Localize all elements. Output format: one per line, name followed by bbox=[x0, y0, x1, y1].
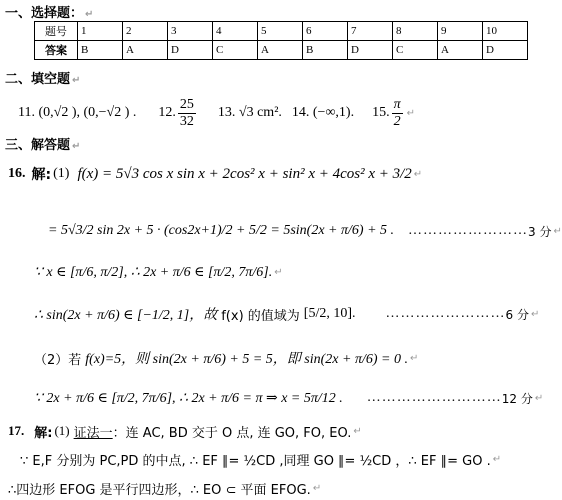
q16-line2: = 5√3/2 sin 2x + 5 · (cos2x+1)/2 + 5/2 = 5sin(2x + π/6) + 5 . …………………… 3 分 ↵ bbox=[48, 223, 562, 239]
q16-line3: ∵ x ∈ [π/6, π/2], ∴ 2x + π/6 ∈ [π/2, 7π/6]. ↵ bbox=[34, 264, 283, 280]
q13-answer: 13. √3 cm². bbox=[217, 105, 282, 120]
table-cell: A bbox=[123, 41, 168, 60]
q17-part1: (1) bbox=[54, 423, 70, 438]
q17-line1: 17. 解: (1) 证法一 ：连 AC, BD 交于 O 点, 连 GO, FO, EO. ↵ bbox=[8, 423, 362, 441]
q16-formula-4b: f(x) 的值域为 bbox=[221, 308, 300, 324]
q17-line3: ∴四边形 EFOG 是平行四边形，∴ EO ⊂ 平面 EFOG. ↵ bbox=[8, 478, 321, 498]
q16-part1: (1) bbox=[53, 166, 70, 181]
section-choice-title: 一、选择题： ↵ bbox=[5, 6, 94, 21]
table-cell: 10 bbox=[483, 22, 528, 41]
table-cell: 7 bbox=[348, 22, 393, 41]
table-cell: 2 bbox=[123, 22, 168, 41]
q17-proof-label: 证法一 bbox=[73, 425, 113, 441]
q17-line2-text: ∵ E,F 分别为 PC,PD 的中点, ∴ EF ∥= ½CD ,同理 GO ∥= ½CD ，∴ EF ∥= GO . bbox=[20, 453, 491, 469]
table-cell: 8 bbox=[393, 22, 438, 41]
table-cell: D bbox=[168, 41, 213, 60]
q12-numerator: 25 bbox=[179, 96, 194, 112]
q12-label: 12. bbox=[158, 105, 176, 120]
q16-formula-4a: ∴ sin(2x + π/6) ∈ [−1/2, 1]，故 bbox=[34, 308, 218, 323]
table-cell: C bbox=[393, 41, 438, 60]
q14-answer: 14. (−∞,1). bbox=[291, 105, 355, 120]
q16-formula-4c: [5/2, 10]. bbox=[303, 306, 356, 321]
q16-line1: 16. 解: (1) f(x) = 5√3 cos x sin x + 2cos² x + sin² x + 4cos² x + 3/2 ↵ bbox=[8, 165, 423, 183]
q16-solution-word: 解: bbox=[31, 167, 52, 183]
q15-label: 15. bbox=[372, 105, 390, 120]
q12-denominator: 32 bbox=[179, 113, 194, 129]
table-cell: D bbox=[483, 41, 528, 60]
table-cell: B bbox=[303, 41, 348, 60]
table-header-number: 题号 bbox=[35, 22, 78, 41]
q17-line1-text: ：连 AC, BD 交于 O 点, 连 GO, FO, EO. bbox=[112, 425, 352, 441]
q16-line6: ∵ 2x + π/6 ∈ [π/2, 7π/6], ∴ 2x + π/6 = π ⇒ x = 5π/12 . ……………………… 12 分 ↵ bbox=[34, 390, 544, 406]
q16-formula-1: f(x) = 5√3 cos x sin x + 2cos² x + sin² x + 4cos² x + 3/2 bbox=[77, 165, 412, 182]
q15-fraction bbox=[392, 98, 403, 129]
q16-formula-2: = 5√3/2 sin 2x + 5 · (cos2x+1)/2 + 5/2 = 5sin(2x + π/6) + 5 . bbox=[48, 223, 395, 238]
table-cell: 6 bbox=[303, 22, 348, 41]
table-cell: C bbox=[213, 41, 258, 60]
q16-score-1: 3 分 bbox=[528, 224, 552, 239]
q16-label: 16. bbox=[8, 166, 26, 181]
q16-line4: ∴ sin(2x + π/6) ∈ [−1/2, 1]，故 f(x) 的值域为 [5/2, 10]. …………………… 6 分 ↵ bbox=[34, 306, 540, 324]
table-row-numbers bbox=[35, 22, 528, 41]
q12-fraction bbox=[178, 98, 196, 129]
table-cell: D bbox=[348, 41, 393, 60]
fill-answers: 11. (0,√2 ), (0,−√2 ) . 12. $\frac{25}{32}$ 13. √3 cm². 14. (−∞,1). 15. $\frac{\pi}{2}$ ↵ bbox=[18, 96, 415, 129]
section-fill-title: 二、填空题 ↵ bbox=[5, 72, 81, 87]
table-cell: A bbox=[258, 41, 303, 60]
section-solve-title: 三、解答题 ↵ bbox=[5, 138, 81, 153]
table-cell: A bbox=[438, 41, 483, 60]
table-cell: 4 bbox=[213, 22, 258, 41]
table-cell: 3 bbox=[168, 22, 213, 41]
table-header-answer: 答案 bbox=[35, 41, 78, 60]
table-cell: 9 bbox=[438, 22, 483, 41]
q11-answer: 11. (0,√2 ), (0,−√2 ) . bbox=[18, 105, 137, 120]
q17-solution-word: 解: bbox=[34, 425, 53, 441]
table-row-answers bbox=[35, 41, 528, 60]
q17-line2: ∵ E,F 分别为 PC,PD 的中点, ∴ EF ∥= ½CD ,同理 GO ∥= ½CD ，∴ EF ∥= GO . ↵ bbox=[20, 448, 501, 470]
q16-formula-5: f(x)=5，则 sin(2x + π/6) + 5 = 5，即 sin(2x + π/6) = 0 . bbox=[85, 352, 408, 367]
table-cell: B bbox=[78, 41, 123, 60]
q16-part2-label: （2）若 bbox=[34, 352, 82, 368]
q15-numerator: π bbox=[393, 96, 401, 112]
table-cell: 1 bbox=[78, 22, 123, 41]
q16-score-2: 6 分 bbox=[505, 307, 529, 322]
q16-formula-6: ∵ 2x + π/6 ∈ [π/2, 7π/6], ∴ 2x + π/6 = π ⇒ x = 5π/12 . bbox=[34, 390, 343, 406]
q17-label: 17. bbox=[8, 423, 25, 438]
q15-denominator: 2 bbox=[393, 113, 401, 129]
q16-score-3: 12 分 bbox=[501, 391, 533, 406]
answer-table bbox=[34, 21, 528, 60]
q16-formula-3: ∵ x ∈ [π/6, π/2], ∴ 2x + π/6 ∈ [π/2, 7π/6]. bbox=[34, 264, 273, 280]
table-cell: 5 bbox=[258, 22, 303, 41]
q17-line3-text: ∴四边形 EFOG 是平行四边形，∴ EO ⊂ 平面 EFOG. bbox=[8, 482, 311, 498]
q16-line5: （2）若 f(x)=5，则 sin(2x + π/6) + 5 = 5，即 sin(2x + π/6) = 0 . ↵ bbox=[34, 344, 418, 372]
